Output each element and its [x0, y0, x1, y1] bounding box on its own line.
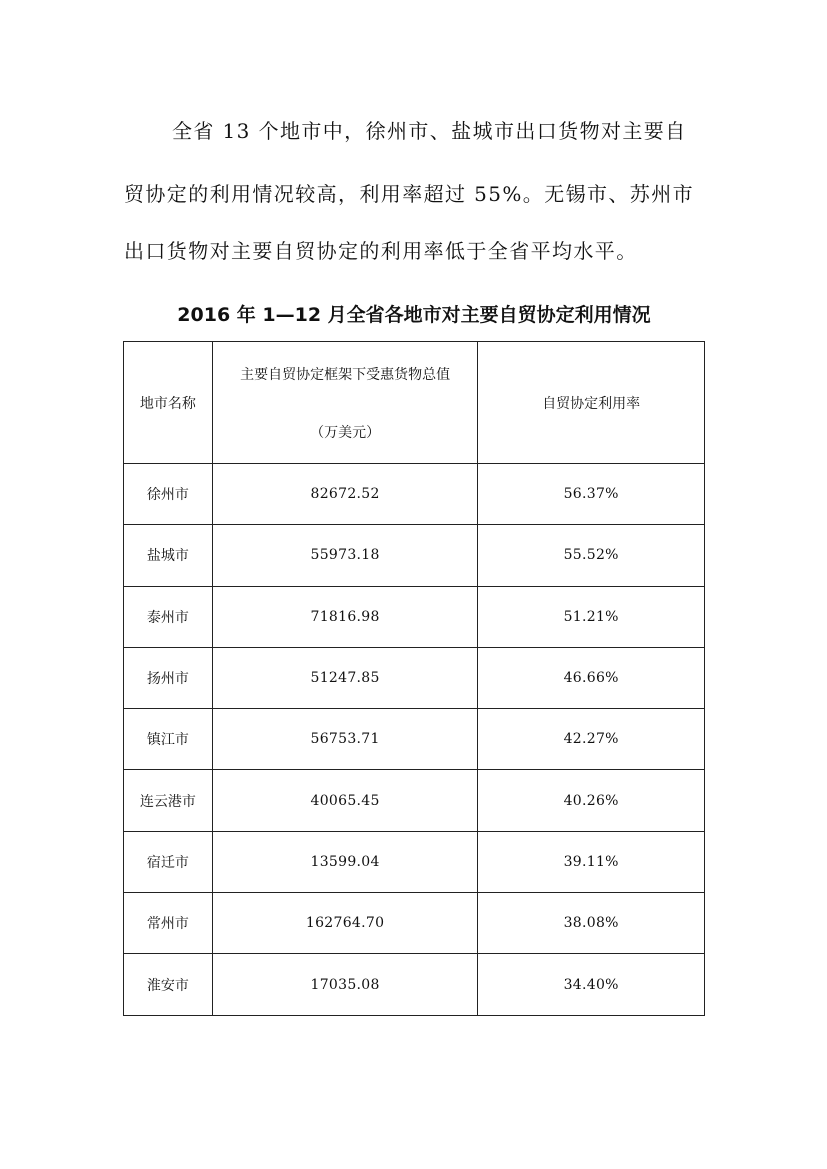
paragraph-line-1: 全省 13 个地市中，徐州市、盐城市出口货物对主要自 — [172, 119, 687, 143]
cell-city: 盐城市 — [124, 525, 213, 586]
cell-value: 40065.45 — [212, 770, 478, 831]
cell-city: 连云港市 — [124, 770, 213, 831]
cell-value: 71816.98 — [212, 586, 478, 647]
table-row — [124, 647, 705, 708]
cell-rate: 56.37% — [478, 464, 705, 525]
cell-rate: 34.40% — [478, 954, 705, 1015]
cell-value: 56753.71 — [212, 709, 478, 770]
header-value-line1: 主要自贸协定框架下受惠货物总值 — [240, 366, 451, 383]
cell-value: 55973.18 — [212, 525, 478, 586]
table-row — [124, 525, 705, 586]
header-city: 地市名称 — [124, 342, 213, 464]
cell-city: 徐州市 — [124, 464, 213, 525]
header-rate: 自贸协定利用率 — [478, 342, 705, 464]
cell-rate: 38.08% — [478, 893, 705, 954]
cell-value: 82672.52 — [212, 464, 478, 525]
fta-utilization-table — [123, 341, 705, 1016]
cell-rate: 55.52% — [478, 525, 705, 586]
table-row — [124, 586, 705, 647]
table-row — [124, 954, 705, 1015]
cell-rate: 51.21% — [478, 586, 705, 647]
table-row — [124, 893, 705, 954]
table-row — [124, 464, 705, 525]
cell-value: 17035.08 — [212, 954, 478, 1015]
cell-rate: 40.26% — [478, 770, 705, 831]
cell-value: 162764.70 — [212, 893, 478, 954]
cell-city: 宿迁市 — [124, 831, 213, 892]
table-row — [124, 831, 705, 892]
cell-city: 镇江市 — [124, 709, 213, 770]
cell-value: 51247.85 — [212, 647, 478, 708]
header-value-unit: （万美元） — [310, 424, 381, 441]
cell-rate: 39.11% — [478, 831, 705, 892]
cell-city: 常州市 — [124, 893, 213, 954]
paragraph-line-2: 贸协定的利用情况较高，利用率超过 55%。无锡市、苏州市 — [124, 182, 695, 206]
cell-value: 13599.04 — [212, 831, 478, 892]
table-title: 2016 年 1—12 月全省各地市对主要自贸协定利用情况 — [177, 304, 651, 326]
table-header-row — [124, 342, 705, 464]
paragraph-line-3: 出口货物对主要自贸协定的利用率低于全省平均水平。 — [124, 239, 638, 263]
header-value — [212, 342, 478, 464]
table-row — [124, 770, 705, 831]
cell-city: 泰州市 — [124, 586, 213, 647]
cell-rate: 42.27% — [478, 709, 705, 770]
cell-rate: 46.66% — [478, 647, 705, 708]
table-row — [124, 709, 705, 770]
cell-city: 淮安市 — [124, 954, 213, 1015]
cell-city: 扬州市 — [124, 647, 213, 708]
